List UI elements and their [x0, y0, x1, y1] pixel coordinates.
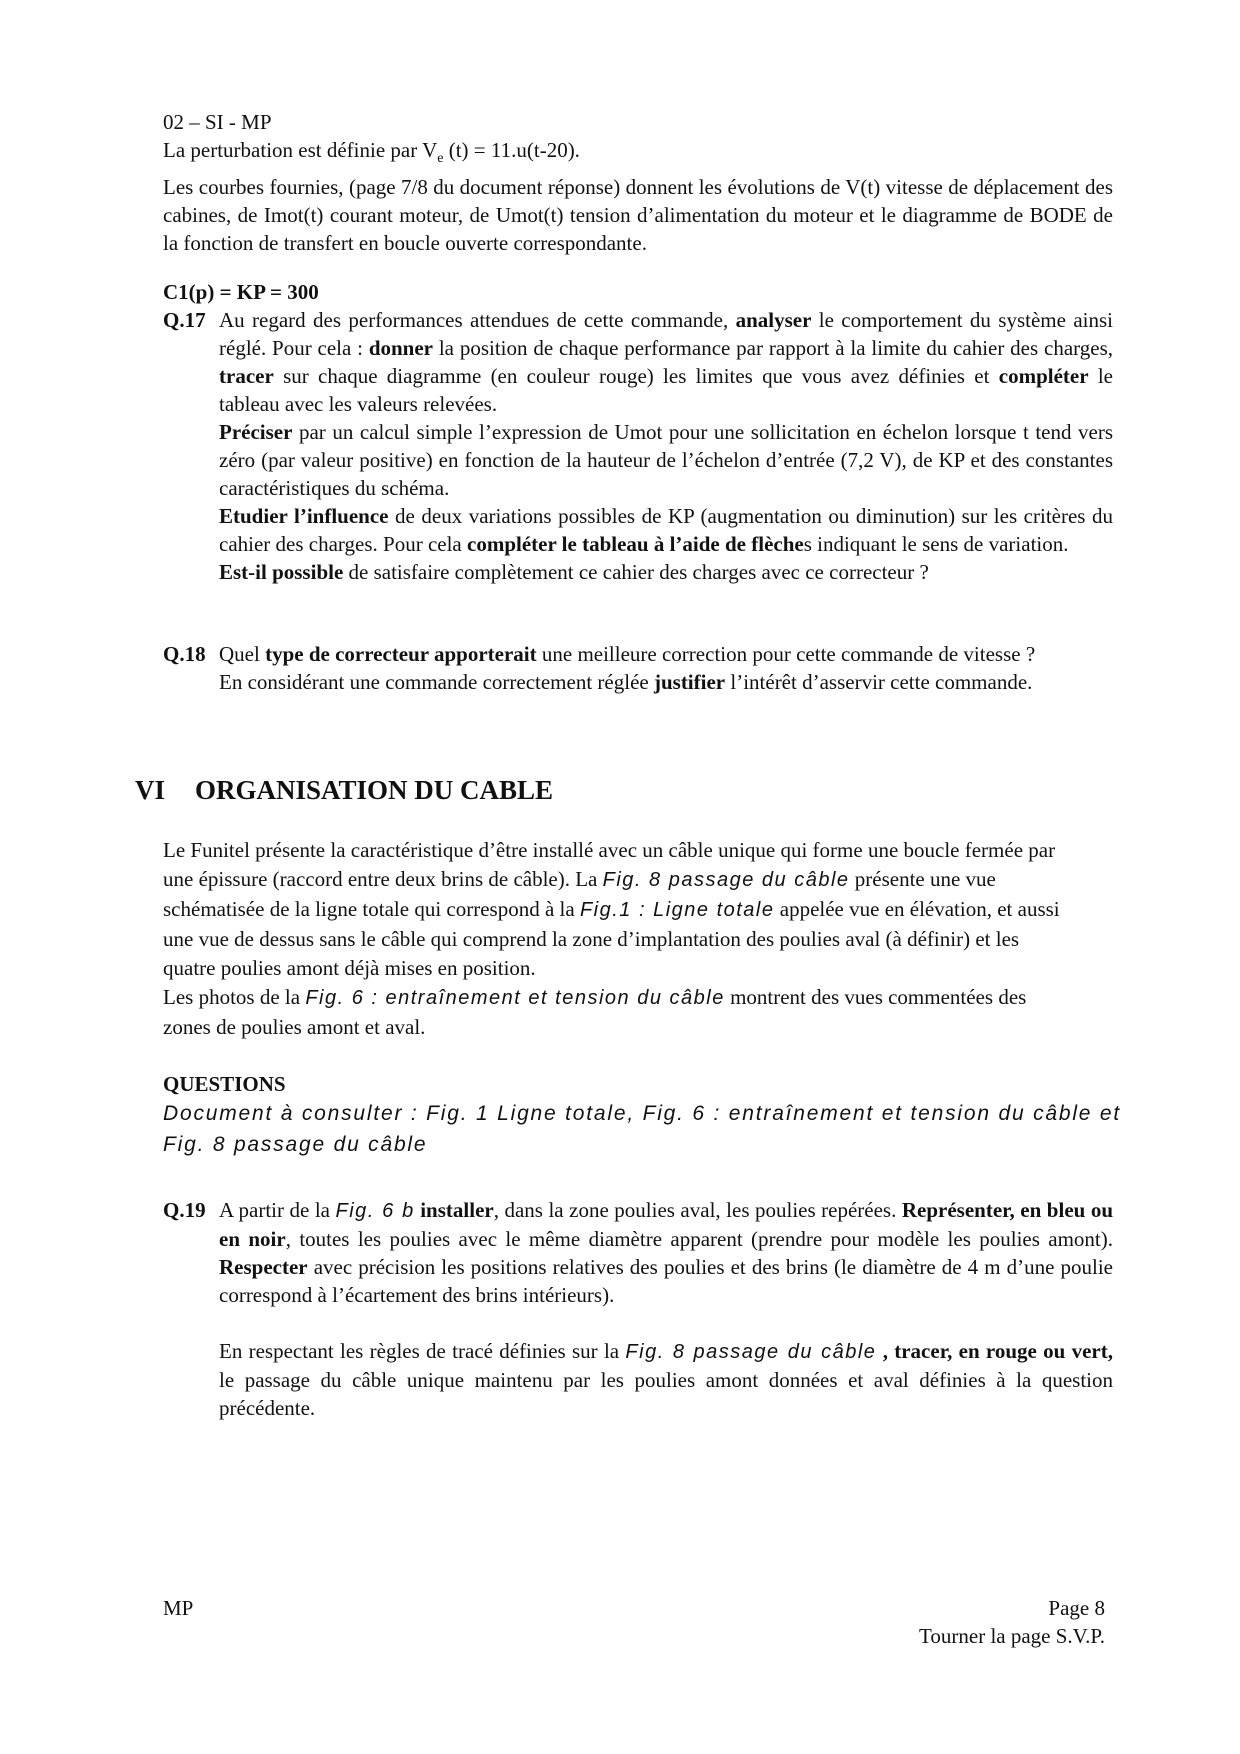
q17-label: Q.17	[163, 308, 206, 332]
page-number: Page 8	[1048, 1596, 1105, 1620]
perturbation-line	[163, 136, 1113, 173]
fig8-reference: Fig. 8 passage du câble	[602, 869, 850, 891]
footer-right	[919, 1594, 1105, 1650]
q19-paragraph-1: A partir de la Fig. 6 b installer, dans la zone poulies aval, les poulies repérées. Représenter, en bleu ou en noir, toutes les poulies avec le même diamètre apparent (prendre pour modèle les poulies amont). Respecter avec précision les positions relatives des poulies et des brins (le diamètre de 4 m d’une poulie correspond à l’écartement des brins intérieurs).	[219, 1198, 1113, 1307]
cable-paragraph-2: Les photos de la Fig. 6 : entraînement et tension du câble montrent des vues commentées des zones de poulies amont et aval.	[163, 985, 1027, 1039]
q19-paragraph-2: En respectant les règles de tracé définies sur la Fig. 8 passage du câble , tracer, en rouge ou vert, le passage du câble unique maintenu par les poulies amont données et aval définies à la question précédente.	[219, 1339, 1113, 1420]
courbes-paragraph: Les courbes fournies, (page 7/8 du document réponse) donnent les évolutions de V(t) vitesse de déplacement des cabines, de Imot(t) courant moteur, de Umot(t) tension d’alimentation du moteur et le diagramme de BODE de la fonction de transfert en boucle ouverte correspondante.	[163, 175, 1113, 256]
fig8-reference-q19: Fig. 8 passage du câble	[625, 1341, 877, 1363]
q19-body	[219, 1196, 1113, 1422]
questions-heading: QUESTIONS	[163, 1072, 286, 1096]
q17-paragraph-3: Etudier l’influence de deux variations possibles de KP (augmentation ou diminution) sur les critères du cahier des charges. Pour cela compléter le tableau à l’aide de flèches indiquant le sens de variation.	[219, 504, 1113, 556]
documents-to-consult: Document à consulter : Fig. 1 Ligne totale, Fig. 6 : entraînement et tension du câble et Fig. 8 passage du câble	[163, 1102, 1122, 1156]
perturbation-subscript: e	[437, 151, 444, 167]
q18-label: Q.18	[163, 642, 206, 666]
fig6-reference: Fig. 6 : entraînement et tension du câble	[305, 987, 725, 1009]
fig1-reference: Fig.1 : Ligne totale	[579, 899, 775, 921]
question-18	[163, 640, 1043, 696]
doc-code: 02 – SI - MP	[163, 110, 272, 134]
q17-paragraph-4: Est-il possible de satisfaire complètement ce cahier des charges avec ce correcteur ?	[219, 560, 929, 584]
intro-block	[163, 108, 1113, 257]
q17-body	[219, 306, 1113, 586]
fig6b-reference: Fig. 6 b	[335, 1200, 415, 1222]
cable-paragraph-block	[163, 836, 1063, 1042]
questions-block	[163, 1070, 1123, 1160]
perturbation-tail: (t) = 11.u(t-20).	[443, 138, 580, 162]
question-19	[163, 1196, 1113, 1422]
q19-label: Q.19	[163, 1198, 206, 1222]
section-number: VI	[135, 775, 166, 805]
section-title: ORGANISATION DU CABLE	[195, 775, 554, 805]
footer-left: MP	[163, 1596, 194, 1620]
q17-paragraph-1: Au regard des performances attendues de cette commande, analyser le comportement du système ainsi réglé. Pour cela : donner la position de chaque performance par rapport à la limite du cahier des charges, tracer sur chaque diagramme (en couleur rouge) les limites que vous avez définies et compléter le tableau avec les valeurs relevées.	[219, 308, 1114, 416]
turn-page-note: Tourner la page S.V.P.	[919, 1624, 1105, 1648]
q18-body: Quel type de correcteur apporterait une meilleure correction pour cette commande de vitesse ? En considérant une commande correctement réglée justifier l’intérêt d’asservir cette commande.	[219, 642, 1036, 694]
section-heading	[135, 776, 553, 804]
cable-paragraph-1: Le Funitel présente la caractéristique d’être installé avec un câble unique qui forme une boucle fermée par une épissure (raccord entre deux brins de câble). La Fig. 8 passage du câble présente une vue schématisée de la ligne totale qui correspond à la Fig.1 : Ligne totale appelée vue en élévation, et aussi une vue de dessus sans le câble qui comprend la zone d’implantation des poulies aval (à définir) et les quatre poulies amont déjà mises en position.	[163, 838, 1060, 980]
perturbation-lead: La perturbation est définie par V	[163, 138, 438, 162]
c1-heading: C1(p) = KP = 300	[163, 280, 319, 304]
question-17	[163, 306, 1113, 586]
q17-paragraph-2: Préciser par un calcul simple l’expression de Umot pour une sollicitation en échelon lorsque t tend vers zéro (par valeur positive) en fonction de la hauteur de l’échelon d’entrée (7,2 V), de KP et des constantes caractéristiques du schéma.	[219, 420, 1113, 500]
